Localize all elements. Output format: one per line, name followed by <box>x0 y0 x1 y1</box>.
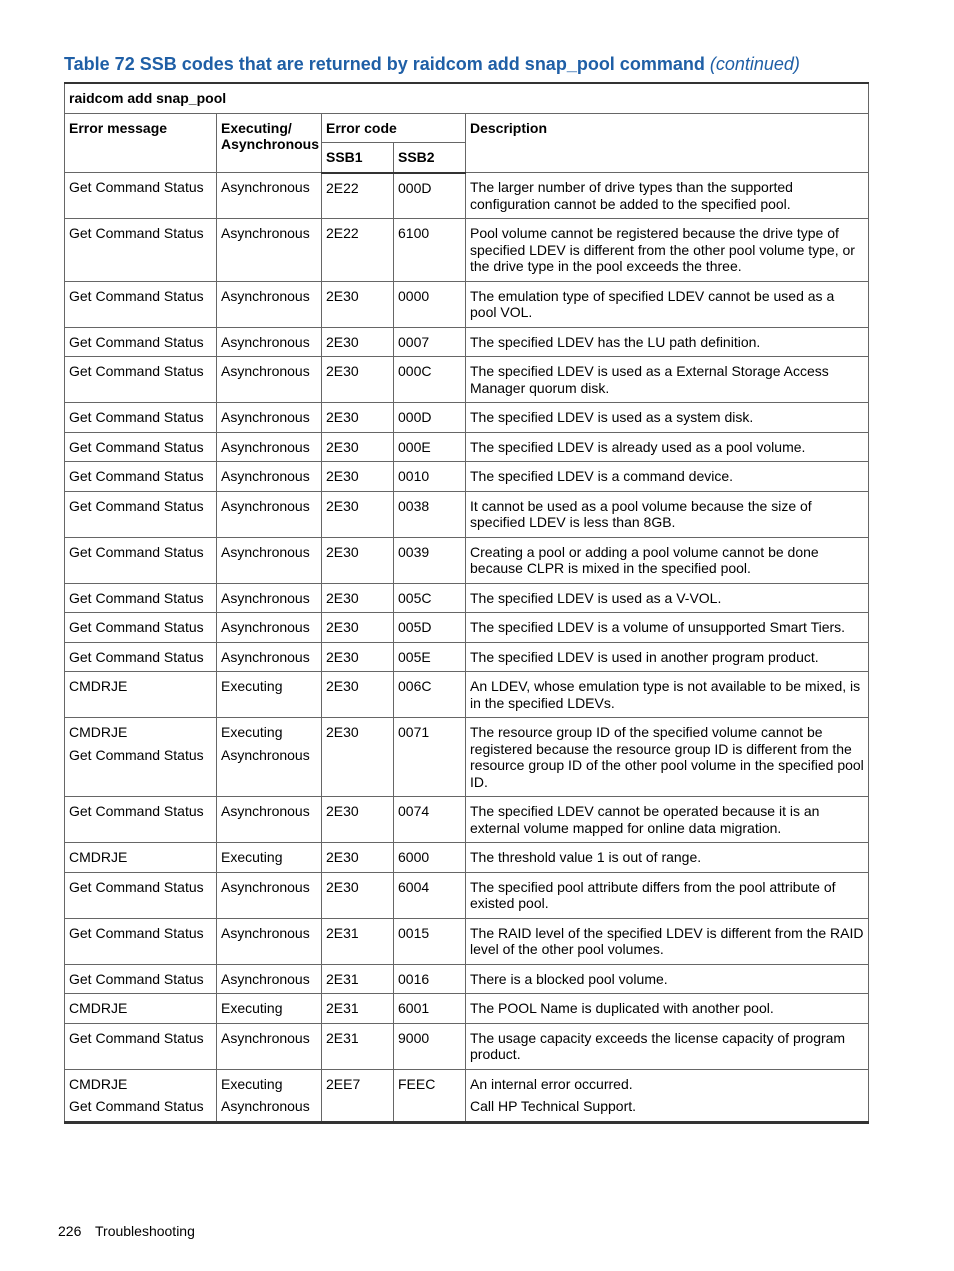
cell-error-message-text: Get Command Status <box>69 543 204 560</box>
cell-error-message-text: CMDRJE <box>69 1000 128 1016</box>
cell-error-message-text: Get Command Status <box>69 497 204 514</box>
cell-executing <box>217 613 322 643</box>
cell-ssb2 <box>394 357 466 403</box>
header-ssb2: SSB2 <box>394 143 466 173</box>
cell-description <box>466 672 869 718</box>
cell-executing-text: Asynchronous <box>221 363 310 379</box>
cell-error-message <box>65 491 217 537</box>
cell-ssb1-text: 2E30 <box>326 497 359 514</box>
table-row <box>65 173 869 219</box>
cell-executing-text: Asynchronous <box>221 648 310 665</box>
table-row <box>65 432 869 462</box>
cell-description <box>466 613 869 643</box>
cell-ssb2-text: 0016 <box>398 970 430 987</box>
cell-ssb1-text: 2E31 <box>326 1000 359 1016</box>
cell-description-text: The specified LDEV has the LU path definition. <box>470 333 761 350</box>
cell-description-text: An internal error occurred. <box>470 1075 633 1092</box>
cell-description-text: There is a blocked pool volume. <box>470 970 668 987</box>
table-row <box>65 1069 869 1122</box>
cell-description-text: The specified pool attribute differs from the pool attribute of existed pool. <box>470 878 836 911</box>
cell-executing <box>217 357 322 403</box>
cell-ssb1 <box>322 491 394 537</box>
cell-description-text: The specified LDEV cannot be operated because it is an external volume mapped for online data migration. <box>470 803 820 836</box>
table-title-continued: (continued) <box>709 54 800 74</box>
cell-executing <box>217 642 322 672</box>
cell-executing <box>217 491 322 537</box>
cell-ssb2 <box>394 672 466 718</box>
cell-error-message <box>65 718 217 797</box>
cell-ssb2-text: 0000 <box>398 287 430 304</box>
cell-description <box>466 1069 869 1122</box>
cell-description-text: The specified LDEV is used in another program product. <box>470 648 819 665</box>
cell-executing <box>217 327 322 357</box>
cell-description-text: The specified LDEV is used as a External Storage Access Manager quorum disk. <box>470 363 829 396</box>
cell-executing-text: Asynchronous <box>221 409 310 425</box>
cell-ssb2 <box>394 994 466 1024</box>
cell-ssb1 <box>322 642 394 672</box>
cell-description <box>466 1023 869 1069</box>
cell-ssb2-text: 005C <box>398 589 432 606</box>
cell-description <box>466 872 869 918</box>
cell-executing-text: Asynchronous <box>221 333 310 350</box>
cell-error-message-text: Get Command Status <box>69 287 204 304</box>
command-header: raidcom add snap_pool <box>65 83 869 113</box>
header-ssb1: SSB1 <box>322 143 394 173</box>
cell-ssb2 <box>394 613 466 643</box>
header-error-code: Error code <box>322 113 466 143</box>
cell-ssb1-text: 2EE7 <box>326 1075 361 1092</box>
cell-executing-text: Executing <box>221 1000 283 1016</box>
cell-error-message <box>65 872 217 918</box>
cell-ssb2 <box>394 327 466 357</box>
cell-executing-text-2: Asynchronous <box>221 1098 310 1114</box>
cell-ssb2 <box>394 537 466 583</box>
cell-description <box>466 583 869 613</box>
cell-error-message <box>65 642 217 672</box>
cell-ssb2 <box>394 918 466 964</box>
cell-ssb2 <box>394 491 466 537</box>
cell-error-message <box>65 462 217 492</box>
cell-executing-text: Asynchronous <box>221 468 310 484</box>
cell-description <box>466 327 869 357</box>
cell-ssb2-text: 6001 <box>398 1000 430 1016</box>
cell-ssb1 <box>322 718 394 797</box>
cell-ssb1-text: 2E30 <box>326 287 359 304</box>
cell-ssb1 <box>322 672 394 718</box>
header-description: Description <box>466 113 869 173</box>
cell-ssb2-text: 0007 <box>398 333 430 350</box>
table-row <box>65 994 869 1024</box>
cell-executing-text: Asynchronous <box>221 225 310 241</box>
cell-executing-text: Asynchronous <box>221 589 310 606</box>
cell-executing <box>217 462 322 492</box>
cell-ssb2 <box>394 1023 466 1069</box>
table-row <box>65 872 869 918</box>
cell-description-text: The threshold value 1 is out of range. <box>470 849 702 865</box>
cell-ssb2-text: 000E <box>398 438 431 455</box>
cell-executing-text: Asynchronous <box>221 924 310 941</box>
cell-executing <box>217 281 322 327</box>
cell-ssb2 <box>394 432 466 462</box>
cell-ssb2-text: 005E <box>398 648 431 665</box>
cell-error-message-text: Get Command Status <box>69 878 204 895</box>
cell-ssb1 <box>322 797 394 843</box>
cell-executing-text: Asynchronous <box>221 619 310 635</box>
cell-ssb2 <box>394 219 466 282</box>
cell-executing-text: Asynchronous <box>221 543 310 560</box>
cell-error-message <box>65 173 217 219</box>
cell-error-message-text: CMDRJE <box>69 1075 128 1092</box>
cell-error-message-text: Get Command Status <box>69 333 204 350</box>
cell-executing <box>217 843 322 873</box>
table-row <box>65 357 869 403</box>
footer-section: Troubleshooting <box>95 1223 195 1239</box>
cell-ssb2 <box>394 872 466 918</box>
table-row <box>65 718 869 797</box>
cell-ssb1-text: 2E30 <box>326 543 359 560</box>
cell-error-message-text: Get Command Status <box>69 924 204 941</box>
cell-ssb1 <box>322 918 394 964</box>
cell-description-text: The emulation type of specified LDEV cannot be used as a pool VOL. <box>470 287 835 320</box>
cell-ssb1-text: 2E30 <box>326 678 359 694</box>
cell-ssb1 <box>322 1023 394 1069</box>
cell-error-message <box>65 964 217 994</box>
cell-ssb1 <box>322 173 394 219</box>
table-row <box>65 843 869 873</box>
cell-description <box>466 642 869 672</box>
cell-description-text: The specified LDEV is a command device. <box>470 468 734 484</box>
cell-error-message-text: CMDRJE <box>69 849 128 865</box>
table-title-main: Table 72 SSB codes that are returned by raidcom add snap_pool command <box>64 54 705 74</box>
cell-error-message-text-2: Get Command Status <box>69 746 204 763</box>
cell-ssb1 <box>322 327 394 357</box>
cell-executing-text: Executing <box>221 724 283 740</box>
cell-executing-text: Executing <box>221 678 283 694</box>
cell-description-text: The RAID level of the specified LDEV is different from the RAID level of the other pool volumes. <box>470 924 864 957</box>
cell-error-message-text: Get Command Status <box>69 1029 204 1046</box>
table-row <box>65 281 869 327</box>
cell-description <box>466 357 869 403</box>
cell-executing <box>217 918 322 964</box>
cell-ssb1-text: 2E30 <box>326 438 359 455</box>
table-row <box>65 1023 869 1069</box>
cell-ssb2-text: 0039 <box>398 543 430 560</box>
cell-error-message-text: Get Command Status <box>69 179 204 195</box>
cell-error-message <box>65 327 217 357</box>
table-row <box>65 672 869 718</box>
cell-ssb1 <box>322 403 394 433</box>
cell-description-text: The resource group ID of the specified volume cannot be registered because the resource group ID is different from the resource group ID of the other pool volume in the specified pool ID. <box>470 724 864 790</box>
cell-executing <box>217 403 322 433</box>
cell-error-message-text: Get Command Status <box>69 409 204 425</box>
cell-ssb1 <box>322 583 394 613</box>
cell-executing <box>217 872 322 918</box>
cell-description <box>466 432 869 462</box>
cell-ssb1-text: 2E30 <box>326 878 359 895</box>
cell-ssb1-text: 2E30 <box>326 849 359 865</box>
cell-executing <box>217 718 322 797</box>
cell-ssb1-text: 2E31 <box>326 1029 359 1046</box>
cell-ssb2 <box>394 964 466 994</box>
cell-error-message <box>65 403 217 433</box>
cell-ssb2 <box>394 843 466 873</box>
table-row <box>65 642 869 672</box>
cell-ssb1 <box>322 462 394 492</box>
cell-ssb2 <box>394 462 466 492</box>
cell-description-text: The usage capacity exceeds the license capacity of program product. <box>470 1029 846 1062</box>
table-row <box>65 327 869 357</box>
cell-error-message-text: CMDRJE <box>69 678 128 694</box>
cell-ssb1-text: 2E30 <box>326 619 359 635</box>
cell-description-text: It cannot be used as a pool volume because the size of specified LDEV is less than 8GB. <box>470 497 812 530</box>
cell-description <box>466 491 869 537</box>
cell-description-text: Pool volume cannot be registered because the drive type of specified LDEV is different from the other pool volume type, or the drive type in the pool exceeds the three. <box>470 225 855 274</box>
cell-error-message <box>65 219 217 282</box>
cell-ssb2 <box>394 583 466 613</box>
cell-executing <box>217 219 322 282</box>
cell-executing-text: Asynchronous <box>221 970 310 987</box>
cell-ssb1 <box>322 357 394 403</box>
cell-ssb1 <box>322 537 394 583</box>
cell-ssb1 <box>322 994 394 1024</box>
cell-ssb1-text: 2E30 <box>326 363 359 379</box>
page-number: 226 <box>58 1223 82 1239</box>
cell-executing <box>217 672 322 718</box>
cell-error-message-text-2: Get Command Status <box>69 1098 204 1114</box>
cell-description-text: The specified LDEV is used as a system disk. <box>470 409 754 425</box>
cell-executing-text: Asynchronous <box>221 1029 310 1046</box>
cell-ssb2 <box>394 718 466 797</box>
table-row <box>65 403 869 433</box>
cell-description-text: Creating a pool or adding a pool volume cannot be done because CLPR is mixed in the specified pool. <box>470 543 819 576</box>
table-row <box>65 613 869 643</box>
cell-ssb2-text: 0074 <box>398 803 430 819</box>
cell-description-text: The specified LDEV is a volume of unsupported Smart Tiers. <box>470 619 846 635</box>
cell-ssb1-text: 2E30 <box>326 724 359 740</box>
cell-executing <box>217 583 322 613</box>
cell-executing <box>217 797 322 843</box>
cell-ssb1 <box>322 613 394 643</box>
cell-description-text: An LDEV, whose emulation type is not available to be mixed, is in the specified LDEVs. <box>470 678 861 711</box>
cell-ssb1-text: 2E31 <box>326 924 359 941</box>
cell-error-message-text: Get Command Status <box>69 970 204 987</box>
cell-description <box>466 994 869 1024</box>
cell-error-message-text: Get Command Status <box>69 803 204 819</box>
cell-description <box>466 964 869 994</box>
cell-executing <box>217 1069 322 1122</box>
table-row <box>65 964 869 994</box>
table-row <box>65 583 869 613</box>
cell-ssb1-text: 2E22 <box>326 179 359 196</box>
cell-ssb1-text: 2E30 <box>326 468 359 484</box>
cell-ssb2-text: 6000 <box>398 849 430 865</box>
cell-error-message <box>65 432 217 462</box>
ssb-codes-table <box>64 82 869 1124</box>
cell-ssb2-text: 6004 <box>398 878 430 895</box>
cell-error-message <box>65 537 217 583</box>
cell-error-message <box>65 281 217 327</box>
cell-description-text: The POOL Name is duplicated with another pool. <box>470 1000 774 1016</box>
cell-ssb2 <box>394 281 466 327</box>
cell-error-message <box>65 672 217 718</box>
cell-ssb1 <box>322 219 394 282</box>
cell-error-message-text: Get Command Status <box>69 438 204 455</box>
cell-ssb1 <box>322 964 394 994</box>
cell-description <box>466 797 869 843</box>
cell-ssb2-text: 0010 <box>398 468 430 484</box>
cell-ssb2-text: 0071 <box>398 724 430 740</box>
cell-error-message <box>65 357 217 403</box>
table-row <box>65 462 869 492</box>
header-executing: Executing/ Asynchronous <box>217 113 322 173</box>
cell-executing-text: Asynchronous <box>221 438 310 455</box>
cell-error-message <box>65 797 217 843</box>
cell-description-text: The specified LDEV is used as a V-VOL. <box>470 589 722 606</box>
cell-ssb1-text: 2E30 <box>326 648 359 665</box>
cell-error-message-text: Get Command Status <box>69 648 204 665</box>
cell-ssb2-text: 000D <box>398 409 432 425</box>
table-row <box>65 537 869 583</box>
cell-executing <box>217 964 322 994</box>
table-row <box>65 491 869 537</box>
cell-executing-text-2: Asynchronous <box>221 746 310 763</box>
cell-ssb2-text: 0015 <box>398 924 430 941</box>
cell-ssb2-text: 9000 <box>398 1029 430 1046</box>
cell-executing-text: Asynchronous <box>221 287 310 304</box>
cell-ssb1-text: 2E22 <box>326 225 359 241</box>
table-row <box>65 219 869 282</box>
cell-ssb1 <box>322 843 394 873</box>
cell-ssb2-text: 000D <box>398 179 432 196</box>
header-error-message: Error message <box>65 113 217 173</box>
cell-ssb2 <box>394 642 466 672</box>
cell-error-message <box>65 918 217 964</box>
cell-description <box>466 403 869 433</box>
cell-error-message-text: Get Command Status <box>69 363 204 379</box>
cell-executing-text: Executing <box>221 849 283 865</box>
cell-error-message-text: Get Command Status <box>69 589 204 606</box>
cell-error-message <box>65 1023 217 1069</box>
cell-description-text: The specified LDEV is already used as a pool volume. <box>470 438 806 455</box>
cell-ssb2 <box>394 173 466 219</box>
cell-ssb2-text: 000C <box>398 363 432 379</box>
cell-executing <box>217 1023 322 1069</box>
cell-ssb1-text: 2E30 <box>326 409 359 425</box>
cell-error-message <box>65 1069 217 1122</box>
cell-error-message <box>65 583 217 613</box>
cell-executing-text: Executing <box>221 1075 283 1092</box>
cell-error-message-text: CMDRJE <box>69 724 128 740</box>
cell-executing-text: Asynchronous <box>221 878 310 895</box>
cell-ssb2-text: FEEC <box>398 1075 436 1092</box>
table-title <box>64 54 800 75</box>
cell-error-message-text: Get Command Status <box>69 619 204 635</box>
cell-error-message-text: Get Command Status <box>69 468 204 484</box>
cell-error-message-text: Get Command Status <box>69 225 204 241</box>
table-row <box>65 797 869 843</box>
cell-executing-text: Asynchronous <box>221 803 310 819</box>
cell-description <box>466 173 869 219</box>
cell-error-message <box>65 613 217 643</box>
cell-description-text-2: Call HP Technical Support. <box>470 1098 637 1114</box>
table-row <box>65 918 869 964</box>
cell-description <box>466 219 869 282</box>
cell-executing-text: Asynchronous <box>221 497 310 514</box>
cell-ssb1 <box>322 432 394 462</box>
cell-ssb1 <box>322 1069 394 1122</box>
cell-ssb2-text: 6100 <box>398 225 430 241</box>
cell-ssb2-text: 005D <box>398 619 432 635</box>
cell-error-message <box>65 994 217 1024</box>
cell-ssb1 <box>322 872 394 918</box>
cell-ssb2-text: 006C <box>398 678 432 694</box>
cell-description <box>466 537 869 583</box>
cell-ssb2-text: 0038 <box>398 497 430 514</box>
cell-ssb1 <box>322 281 394 327</box>
page-footer <box>58 1223 195 1239</box>
cell-ssb1-text: 2E30 <box>326 333 359 350</box>
cell-executing <box>217 432 322 462</box>
cell-executing <box>217 994 322 1024</box>
cell-description <box>466 462 869 492</box>
cell-executing-text: Asynchronous <box>221 179 310 195</box>
cell-executing <box>217 173 322 219</box>
cell-executing <box>217 537 322 583</box>
cell-ssb2 <box>394 797 466 843</box>
cell-ssb1-text: 2E30 <box>326 589 359 606</box>
cell-ssb1-text: 2E30 <box>326 803 359 819</box>
cell-ssb2 <box>394 1069 466 1122</box>
cell-description <box>466 843 869 873</box>
cell-ssb1-text: 2E31 <box>326 970 359 987</box>
cell-description <box>466 918 869 964</box>
cell-description-text: The larger number of drive types than the supported configuration cannot be added to the specified pool. <box>470 179 793 212</box>
cell-description <box>466 718 869 797</box>
cell-ssb2 <box>394 403 466 433</box>
cell-error-message <box>65 843 217 873</box>
cell-description <box>466 281 869 327</box>
